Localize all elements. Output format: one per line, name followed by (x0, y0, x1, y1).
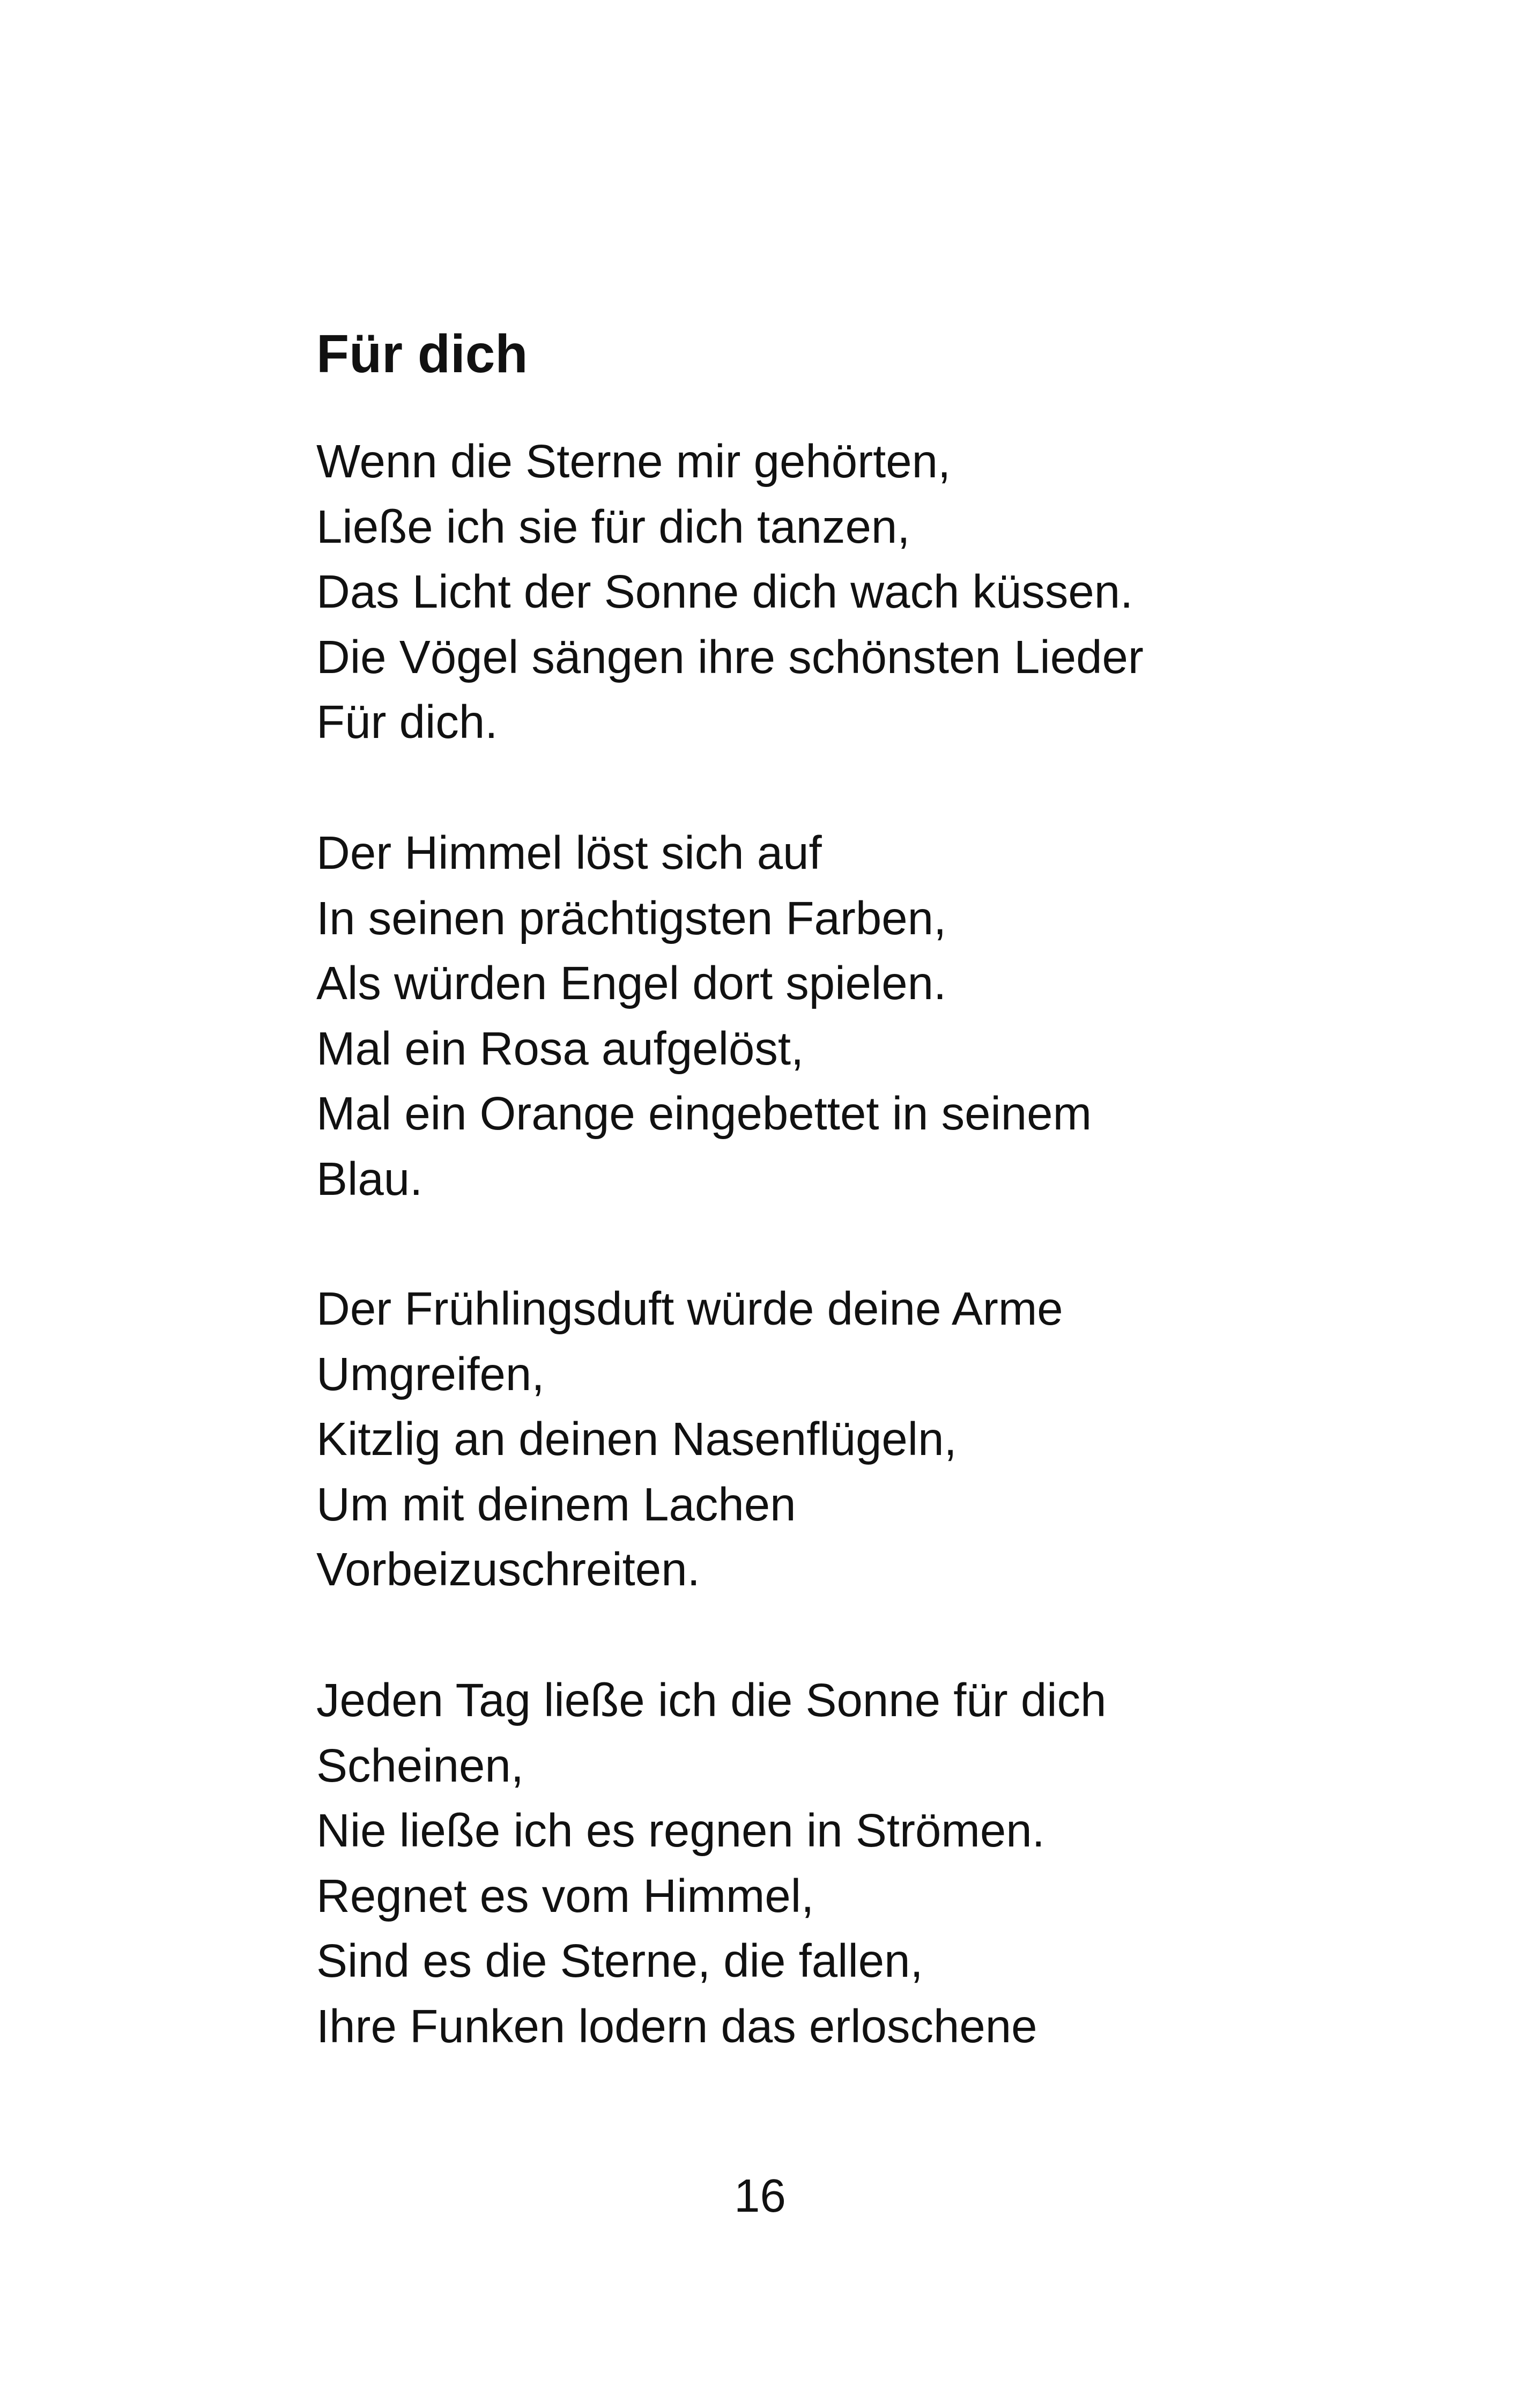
poem-line: Umgreifen, (316, 1348, 545, 1400)
poem-line: Um mit deinem Lachen (316, 1478, 796, 1531)
poem-line: Der Himmel löst sich auf (316, 827, 822, 879)
poem-line: Scheinen, (316, 1739, 524, 1792)
poem-line: Nie ließe ich es regnen in Strömen. (316, 1805, 1045, 1857)
poem-line: Ließe ich sie für dich tanzen, (316, 500, 910, 553)
poem-line: Die Vögel sängen ihre schönsten Lieder (316, 631, 1144, 683)
poem-line: In seinen prächtigsten Farben, (316, 892, 947, 944)
poem-line: Vorbeizuschreiten. (316, 1543, 700, 1596)
poem-line: Das Licht der Sonne dich wach küssen. (316, 566, 1133, 618)
poem-line: Regnet es vom Himmel, (316, 1870, 814, 1922)
poem-line: Wenn die Sterne mir gehörten, (316, 435, 951, 487)
poem-line: Jeden Tag ließe ich die Sonne für dich (316, 1674, 1107, 1726)
page-number (0, 2167, 1520, 2226)
poem-title: Für dich (316, 324, 528, 384)
poem-line: Sind es die Sterne, die fallen, (316, 1935, 923, 1987)
stanza-3 (316, 1276, 1063, 1602)
poem-line: Mal ein Orange eingebettet in seinem (316, 1088, 1092, 1140)
poem-line: Ihre Funken lodern das erloschene (316, 2000, 1037, 2052)
stanza-1 (316, 429, 1144, 755)
poem-line: Mal ein Rosa aufgelöst, (316, 1022, 804, 1075)
stanza-2 (316, 821, 1092, 1212)
poem-line: Blau. (316, 1153, 423, 1205)
poem-line: Kitzlig an deinen Nasenflügeln, (316, 1413, 957, 1465)
poem-line: Für dich. (316, 696, 498, 748)
page-number-text: 16 (734, 2170, 786, 2222)
stanza-4 (316, 1668, 1107, 2059)
poem-line: Der Frühlingsduft würde deine Arme (316, 1283, 1063, 1335)
poem-line: Als würden Engel dort spielen. (316, 957, 947, 1009)
